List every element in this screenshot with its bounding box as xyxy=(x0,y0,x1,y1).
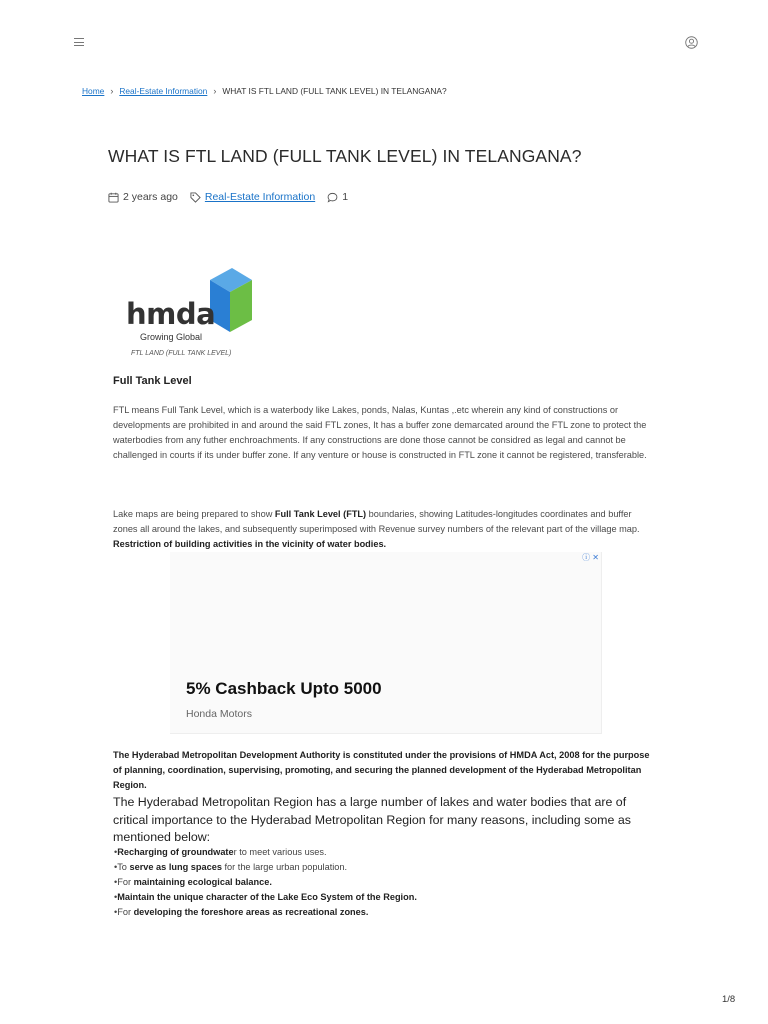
breadcrumb xyxy=(82,86,447,96)
chevron-right-icon: › xyxy=(110,86,114,96)
list-item: •For maintaining ecological balance. xyxy=(114,877,272,887)
list-item: •For developing the foreshore areas as recreational zones. xyxy=(114,907,369,917)
breadcrumb-home-link[interactable]: Home xyxy=(82,86,105,96)
comment-icon[interactable] xyxy=(327,192,338,203)
hmda-logo-image xyxy=(124,262,254,346)
ad-close-icon[interactable]: ⓘ ✕ xyxy=(582,553,599,562)
breadcrumb-category-link[interactable]: Real-Estate Information xyxy=(119,86,208,96)
paragraph-ftl-definition: FTL means Full Tank Level, which is a waterbody like Lakes, ponds, Nalas, Kuntas ,.etc wherein any kind of constructions or developments are prohibited in and around the said FTL zones, It has a buffer zone demarcated around the FTL zone to protect the waterbodies from any futher enchroachments. If any constructions are done those cannot be considred as legal and cannot be challenged in courts if its under buffer zone. If any venture or house is constructed in FTL zone it cannot be registered, transferable. xyxy=(113,405,647,460)
page-indicator: 1/8 xyxy=(722,994,736,1005)
ad-headline[interactable]: 5% Cashback Upto 5000 xyxy=(186,679,382,698)
list-item: •Recharging of groundwater to meet various uses. xyxy=(114,847,327,857)
svg-text:hmda: hmda xyxy=(126,297,216,331)
calendar-icon xyxy=(108,192,119,203)
hamburger-icon[interactable] xyxy=(74,38,84,46)
tag-icon xyxy=(190,192,201,203)
ad-banner[interactable] xyxy=(170,552,602,734)
importance-list xyxy=(114,845,654,920)
svg-text:Growing Global: Growing Global xyxy=(140,332,203,342)
post-date: 2 years ago xyxy=(123,191,178,203)
image-caption: FTL LAND (FULL TANK LEVEL) xyxy=(131,350,232,357)
paragraph-lake-maps: Lake maps are being prepared to show Full Tank Level (FTL) boundaries, showing Latitudes-longitudes coordinates and buffer zones all around the lakes, and subsequently superimposed with Revenue survey numbers of the relevant part of the village map. Restriction of building activities in the vicinity of water bodies. xyxy=(113,509,640,549)
breadcrumb-current: WHAT IS FTL LAND (FULL TANK LEVEL) IN TELANGANA? xyxy=(222,86,447,96)
list-item: •Maintain the unique character of the Lake Eco System of the Region. xyxy=(114,892,417,902)
ad-advertiser[interactable]: Honda Motors xyxy=(186,708,252,720)
top-bar xyxy=(74,36,700,52)
paragraph-hmda-constitution: The Hyderabad Metropolitan Development Authority is constituted under the provisions of HMDA Act, 2008 for the purpose of planning, coordination, supervising, promoting, and securing the planned development of the Hyderabad Metropolitan Region. xyxy=(113,750,650,790)
post-meta xyxy=(108,191,348,203)
page-title: WHAT IS FTL LAND (FULL TANK LEVEL) IN TELANGANA? xyxy=(108,146,582,166)
chevron-right-icon: › xyxy=(213,86,217,96)
list-item: •To serve as lung spaces for the large urban population. xyxy=(114,862,348,872)
user-circle-icon[interactable] xyxy=(685,36,698,49)
post-category-link[interactable]: Real-Estate Information xyxy=(204,191,316,203)
comment-count[interactable]: 1 xyxy=(342,191,349,203)
section-heading: Full Tank Level xyxy=(113,375,192,387)
paragraph-lakes-importance: The Hyderabad Metropolitan Region has a large number of lakes and water bodies that are of critical importance to the Hyderabad Metropolitan Region for many reasons, including some as mentioned below: xyxy=(113,795,631,844)
